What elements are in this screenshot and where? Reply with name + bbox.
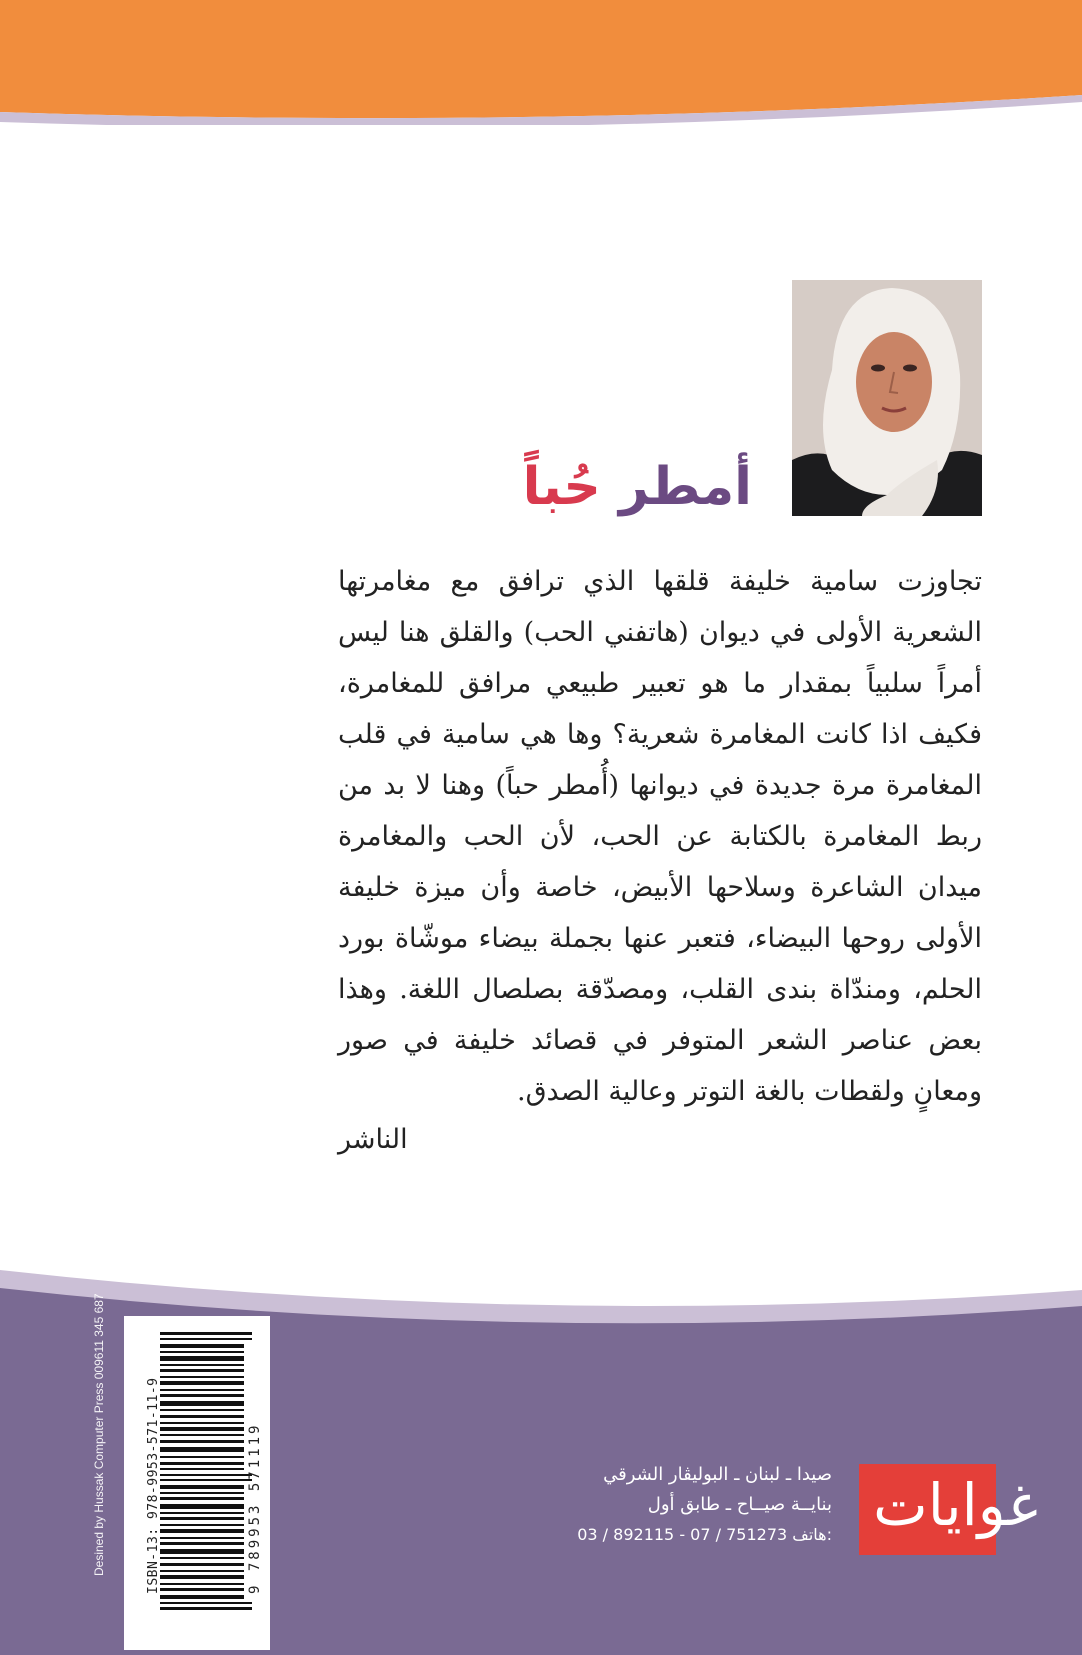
book-title-word-2: حُباً [522, 457, 601, 517]
address-line-1: صيدا ـ لبنان ـ البوليڤار الشرقي [603, 1464, 832, 1485]
top-orange-band [0, 0, 1082, 125]
phone-numbers: 03 / 892115 - 07 / 751273 [577, 1525, 788, 1544]
phone-label: هاتف: [792, 1525, 832, 1544]
book-title [523, 452, 752, 522]
isbn-label: ISBN-13: 978-9953-571-11-9 [146, 1377, 161, 1594]
barcode-digits: 9 789953 571119 [247, 1422, 263, 1594]
publisher-logo: غوايات [873, 1471, 1038, 1539]
publisher-address [492, 1460, 832, 1550]
back-cover-blurb: تجاوزت سامية خليفة قلقها الذي ترافق مع مغامرتها الشعرية الأولى في ديوان (هاتفني الحب) والقلق هنا ليس أمراً سلبياً بمقدار ما هو تعبير طبيعي مرافق للمغامرة، فكيف اذا كانت المغامرة شعرية؟ وها هي سامية في قلب المغامرة مرة جديدة في ديوانها (أُمطر حباً) وهنا لا بد من ربط المغامرة بالكتابة عن الحب، لأن الحب والمغامرة ميدان الشاعرة وسلاحها الأبيض، خاصة وأن ميزة خليفة الأولى روحها البيضاء، فتعبر عنها بجملة بيضاء موشّاة بورد الحلم، ومندّاة بندى القلب، ومصدّقة بصلصال اللغة. وهذا بعض عناصر الشعر المتوفر في قصائد خليفة في صور ومعانٍ ولقطات بالغة التوتر وعالية الصدق. [338, 566, 982, 1107]
book-title-word-1: أمطر [618, 457, 752, 517]
address-line-2: بنايــة صيــاح ـ طابق أول [647, 1494, 832, 1515]
phone-line [492, 1520, 832, 1550]
author-photo [792, 280, 982, 516]
publisher-signature: الناشر [338, 1124, 408, 1155]
designer-credit: Desined by Hussak Computer Press 009611 345 687 [92, 1293, 106, 1576]
